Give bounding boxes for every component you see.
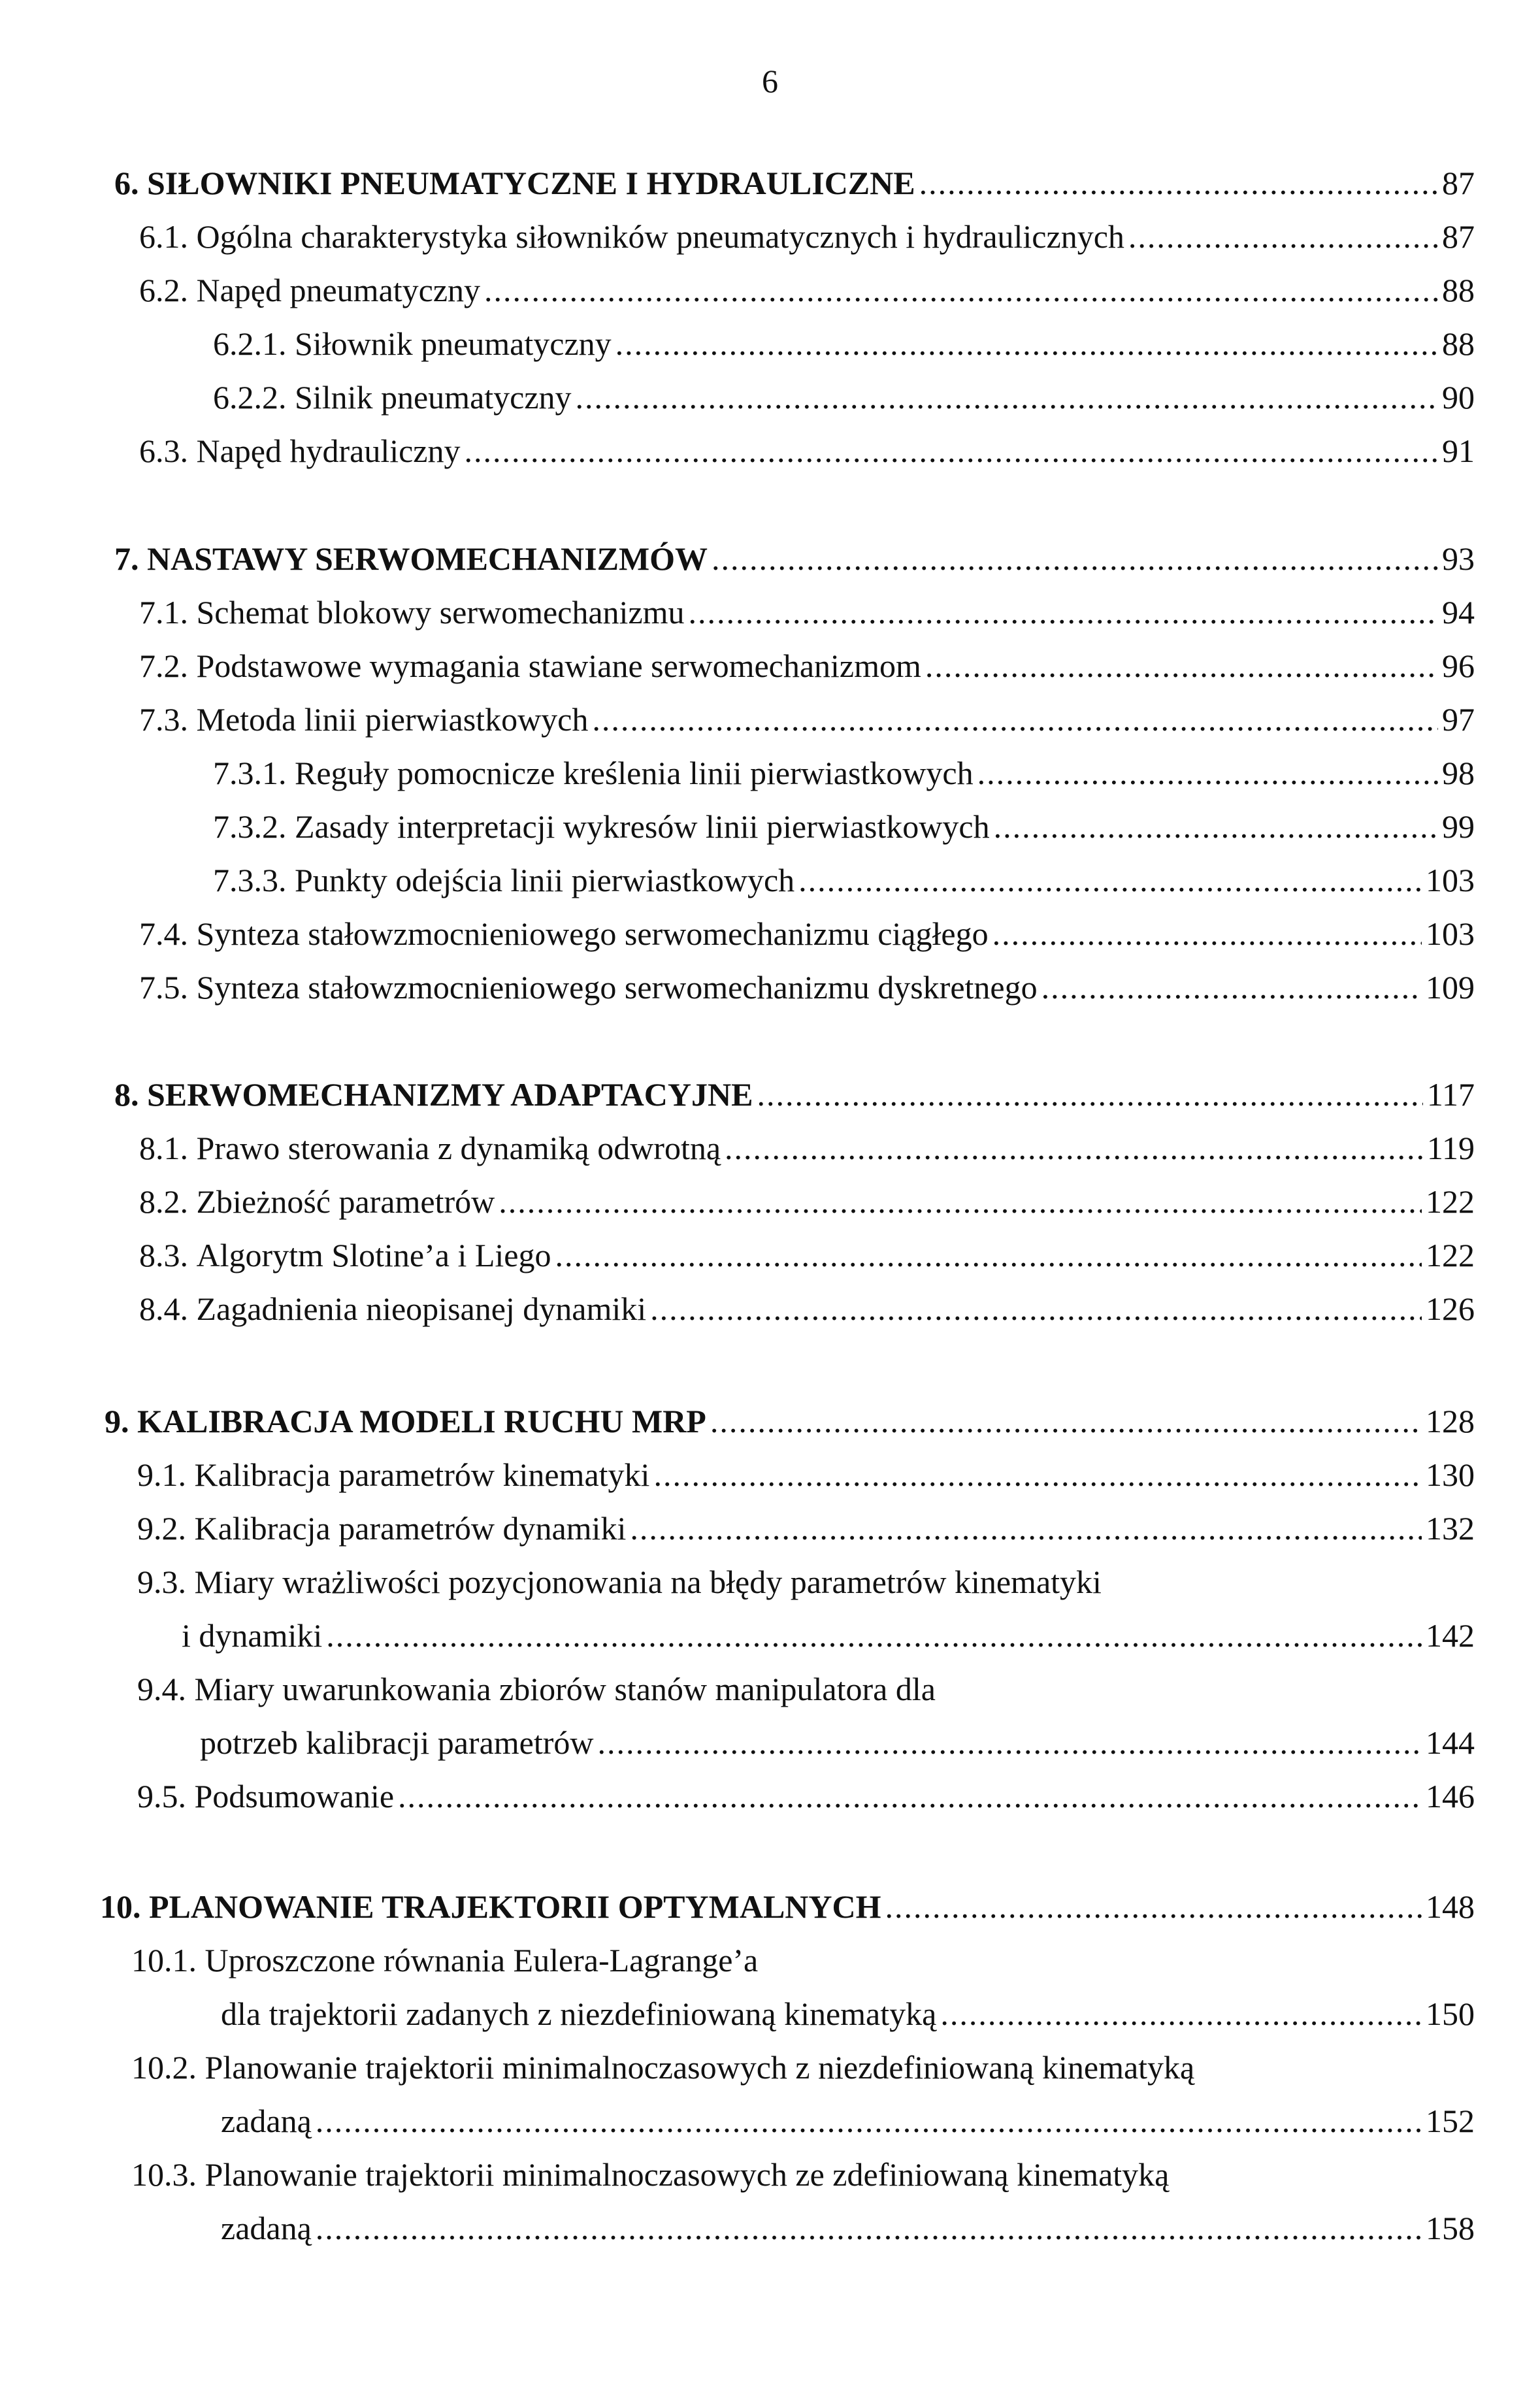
entry-page: 94 <box>1442 594 1475 631</box>
entry-title: SIŁOWNIKI PNEUMATYCZNE I HYDRAULICZNE <box>147 165 915 201</box>
entry-number: 9. <box>105 1403 129 1439</box>
dot-leader <box>630 1509 1422 1548</box>
entry-page: 158 <box>1426 2210 1475 2246</box>
dot-leader <box>725 1128 1423 1168</box>
toc-section-6-1 <box>139 217 1475 256</box>
entry-title: Podstawowe wymagania stawiane serwomechanizmom <box>196 648 921 684</box>
toc-section-7-3 <box>139 700 1475 739</box>
entry-page: 88 <box>1442 325 1475 362</box>
toc-section-9-1 <box>137 1455 1475 1494</box>
entry-number: 7.2. <box>139 648 188 684</box>
dot-leader <box>592 700 1438 739</box>
dot-leader <box>885 1887 1422 1926</box>
entry-page: 87 <box>1442 165 1475 201</box>
dot-leader <box>598 1723 1422 1762</box>
dot-leader <box>615 324 1438 363</box>
entry-number: 6.3. <box>139 433 188 469</box>
dot-leader <box>798 861 1422 900</box>
toc-section-6-2-1 <box>213 324 1475 363</box>
entry-page: 122 <box>1426 1183 1475 1220</box>
entry-title: Prawo sterowania z dynamiką odwrotną <box>196 1130 721 1166</box>
entry-title: Synteza stałowzmocnieniowego serwomechanizmu dyskretnego <box>196 969 1038 1006</box>
entry-title: Napęd pneumatyczny <box>196 272 481 308</box>
entry-number: 7.1. <box>139 594 188 631</box>
entry-page: 130 <box>1426 1456 1475 1493</box>
entry-number: 9.3. <box>137 1564 186 1600</box>
entry-title-line2: zadaną <box>221 2103 312 2139</box>
dot-leader <box>316 2101 1422 2141</box>
entry-number: 10.1. <box>131 1942 197 1978</box>
toc-section-9-3-line1 <box>137 1562 1102 1601</box>
entry-page: 150 <box>1426 1995 1475 2032</box>
entry-page: 142 <box>1426 1617 1475 1654</box>
entry-page: 96 <box>1442 648 1475 684</box>
entry-title-line1: Planowanie trajektorii minimalnoczasowych z niezdefiniowaną kinematyką <box>205 2049 1195 2086</box>
dot-leader <box>977 753 1438 793</box>
dot-leader <box>992 914 1422 953</box>
dot-leader <box>689 593 1438 632</box>
entry-title: Punkty odejścia linii pierwiastkowych <box>295 862 795 898</box>
dot-leader <box>710 1402 1422 1441</box>
entry-title: Algorytm Slotine’a i Liego <box>196 1237 551 1273</box>
entry-title: Ogólna charakterystyka siłowników pneumatycznych i hydraulicznych <box>196 218 1124 255</box>
toc-section-6-2-2 <box>213 378 1475 417</box>
dot-leader <box>576 378 1438 417</box>
entry-title-line1: Planowanie trajektorii minimalnoczasowych ze zdefiniowaną kinematyką <box>205 2156 1170 2193</box>
toc-section-9-2 <box>137 1509 1475 1548</box>
entry-number: 8. <box>114 1076 139 1113</box>
entry-title: Reguły pomocnicze kreślenia linii pierwiastkowych <box>295 755 974 791</box>
dot-leader <box>653 1455 1422 1494</box>
toc-section-8-3 <box>139 1236 1475 1275</box>
entry-title-line1: Miary uwarunkowania zbiorów stanów manipulatora dla <box>194 1671 936 1707</box>
entry-title: Metoda linii pierwiastkowych <box>196 701 589 738</box>
entry-number: 8.1. <box>139 1130 188 1166</box>
entry-title: Schemat blokowy serwomechanizmu <box>196 594 685 631</box>
dot-leader <box>465 431 1438 470</box>
entry-page: 90 <box>1442 379 1475 416</box>
toc-section-10-2 <box>221 2101 1475 2141</box>
entry-title-line2: potrzeb kalibracji parametrów <box>200 1724 594 1761</box>
entry-title: PLANOWANIE TRAJEKTORII OPTYMALNYCH <box>149 1888 881 1925</box>
entry-page: 103 <box>1426 862 1475 898</box>
entry-page: 128 <box>1426 1403 1475 1439</box>
toc-section-9-3 <box>182 1616 1475 1655</box>
entry-page: 144 <box>1426 1724 1475 1761</box>
entry-number: 7.3. <box>139 701 188 738</box>
entry-number: 7.3.1. <box>213 755 287 791</box>
entry-page: 146 <box>1426 1778 1475 1814</box>
entry-title-line2: zadaną <box>221 2210 312 2246</box>
entry-page: 91 <box>1442 433 1475 469</box>
entry-number: 8.3. <box>139 1237 188 1273</box>
toc-section-10-1-line1 <box>131 1941 758 1980</box>
dot-leader <box>712 539 1438 578</box>
entry-title: NASTAWY SERWOMECHANIZMÓW <box>147 540 708 577</box>
toc-section-10-2-line1 <box>131 2048 1194 2087</box>
toc-section-9-4 <box>200 1723 1475 1762</box>
entry-number: 7.5. <box>139 969 188 1006</box>
toc-chapter-6 <box>114 163 1475 203</box>
entry-number: 7.3.3. <box>213 862 287 898</box>
entry-title: Podsumowanie <box>194 1778 395 1814</box>
entry-number: 10. <box>100 1888 141 1925</box>
toc-section-7-1 <box>139 593 1475 632</box>
entry-title: SERWOMECHANIZMY ADAPTACYJNE <box>147 1076 753 1113</box>
entry-title: Zagadnienia nieopisanej dynamiki <box>196 1290 647 1327</box>
entry-title: Siłownik pneumatyczny <box>295 325 612 362</box>
toc-section-8-4 <box>139 1289 1475 1328</box>
entry-page: 119 <box>1426 1130 1475 1166</box>
entry-number: 10.3. <box>131 2156 197 2193</box>
entry-number: 6.2. <box>139 272 188 308</box>
entry-page: 87 <box>1442 218 1475 255</box>
entry-title-line2: i dynamiki <box>182 1617 323 1654</box>
toc-section-10-3-line1 <box>131 2155 1169 2194</box>
dot-leader <box>398 1777 1422 1816</box>
dot-leader <box>499 1182 1422 1221</box>
entry-page: 117 <box>1426 1076 1475 1113</box>
toc-section-9-4-line1 <box>137 1669 936 1709</box>
entry-number: 9.4. <box>137 1671 186 1707</box>
toc-section-10-3 <box>221 2208 1475 2248</box>
entry-title: Zasady interpretacji wykresów linii pierwiastkowych <box>295 808 990 845</box>
dot-leader <box>940 1994 1422 2033</box>
entry-title: Kalibracja parametrów kinematyki <box>194 1456 650 1493</box>
toc-section-8-2 <box>139 1182 1475 1221</box>
entry-page: 109 <box>1426 969 1475 1006</box>
entry-number: 8.2. <box>139 1183 188 1220</box>
entry-page: 93 <box>1442 540 1475 577</box>
entry-title-line1: Miary wrażliwości pozycjonowania na błędy parametrów kinematyki <box>194 1564 1102 1600</box>
toc-section-7-3-3 <box>213 861 1475 900</box>
toc-section-7-5 <box>139 968 1475 1007</box>
entry-page: 122 <box>1426 1237 1475 1273</box>
dot-leader <box>919 163 1438 203</box>
entry-title: Napęd hydrauliczny <box>196 433 461 469</box>
entry-number: 9.2. <box>137 1510 186 1547</box>
dot-leader <box>484 271 1438 310</box>
dot-leader <box>555 1236 1422 1275</box>
entry-title-line1: Uproszczone równania Eulera-Lagrange’a <box>205 1942 759 1978</box>
entry-title: Kalibracja parametrów dynamiki <box>194 1510 627 1547</box>
dot-leader <box>757 1075 1422 1114</box>
toc-section-9-5 <box>137 1777 1475 1816</box>
toc-section-7-4 <box>139 914 1475 953</box>
toc-section-6-2 <box>139 271 1475 310</box>
entry-number: 6. <box>114 165 139 201</box>
entry-number: 8.4. <box>139 1290 188 1327</box>
entry-page: 103 <box>1426 915 1475 952</box>
toc-section-10-1 <box>221 1994 1475 2033</box>
entry-title: Zbieżność parametrów <box>196 1183 495 1220</box>
entry-number: 10.2. <box>131 2049 197 2086</box>
entry-number: 7.3.2. <box>213 808 287 845</box>
entry-page: 152 <box>1426 2103 1475 2139</box>
dot-leader <box>994 807 1438 846</box>
entry-page: 99 <box>1442 808 1475 845</box>
entry-title: Silnik pneumatyczny <box>295 379 572 416</box>
entry-number: 9.1. <box>137 1456 186 1493</box>
dot-leader <box>1041 968 1422 1007</box>
toc-section-8-1 <box>139 1128 1475 1168</box>
dot-leader <box>326 1616 1422 1655</box>
toc-section-7-3-2 <box>213 807 1475 846</box>
entry-number: 7.4. <box>139 915 188 952</box>
page-number: 6 <box>762 63 778 99</box>
entry-number: 6.2.2. <box>213 379 287 416</box>
entry-title-line2: dla trajektorii zadanych z niezdefiniowaną kinematyką <box>221 1995 937 2032</box>
entry-title: Synteza stałowzmocnieniowego serwomechanizmu ciągłego <box>196 915 989 952</box>
entry-number: 7. <box>114 540 139 577</box>
entry-page: 97 <box>1442 701 1475 738</box>
toc-section-7-2 <box>139 646 1475 685</box>
entry-number: 6.1. <box>139 218 188 255</box>
entry-page: 126 <box>1426 1290 1475 1327</box>
entry-title: KALIBRACJA MODELI RUCHU MRP <box>137 1403 706 1439</box>
entry-page: 148 <box>1426 1888 1475 1925</box>
toc-section-6-3 <box>139 431 1475 470</box>
toc-chapter-9 <box>105 1402 1475 1441</box>
entry-number: 9.5. <box>137 1778 186 1814</box>
dot-leader <box>650 1289 1422 1328</box>
dot-leader <box>925 646 1438 685</box>
entry-page: 98 <box>1442 755 1475 791</box>
toc-chapter-10 <box>100 1887 1475 1926</box>
toc-chapter-8 <box>114 1075 1475 1114</box>
toc-chapter-7 <box>114 539 1475 578</box>
dot-leader <box>316 2208 1422 2248</box>
entry-page: 88 <box>1442 272 1475 308</box>
toc-section-7-3-1 <box>213 753 1475 793</box>
entry-page: 132 <box>1426 1510 1475 1547</box>
entry-number: 6.2.1. <box>213 325 287 362</box>
dot-leader <box>1128 217 1438 256</box>
